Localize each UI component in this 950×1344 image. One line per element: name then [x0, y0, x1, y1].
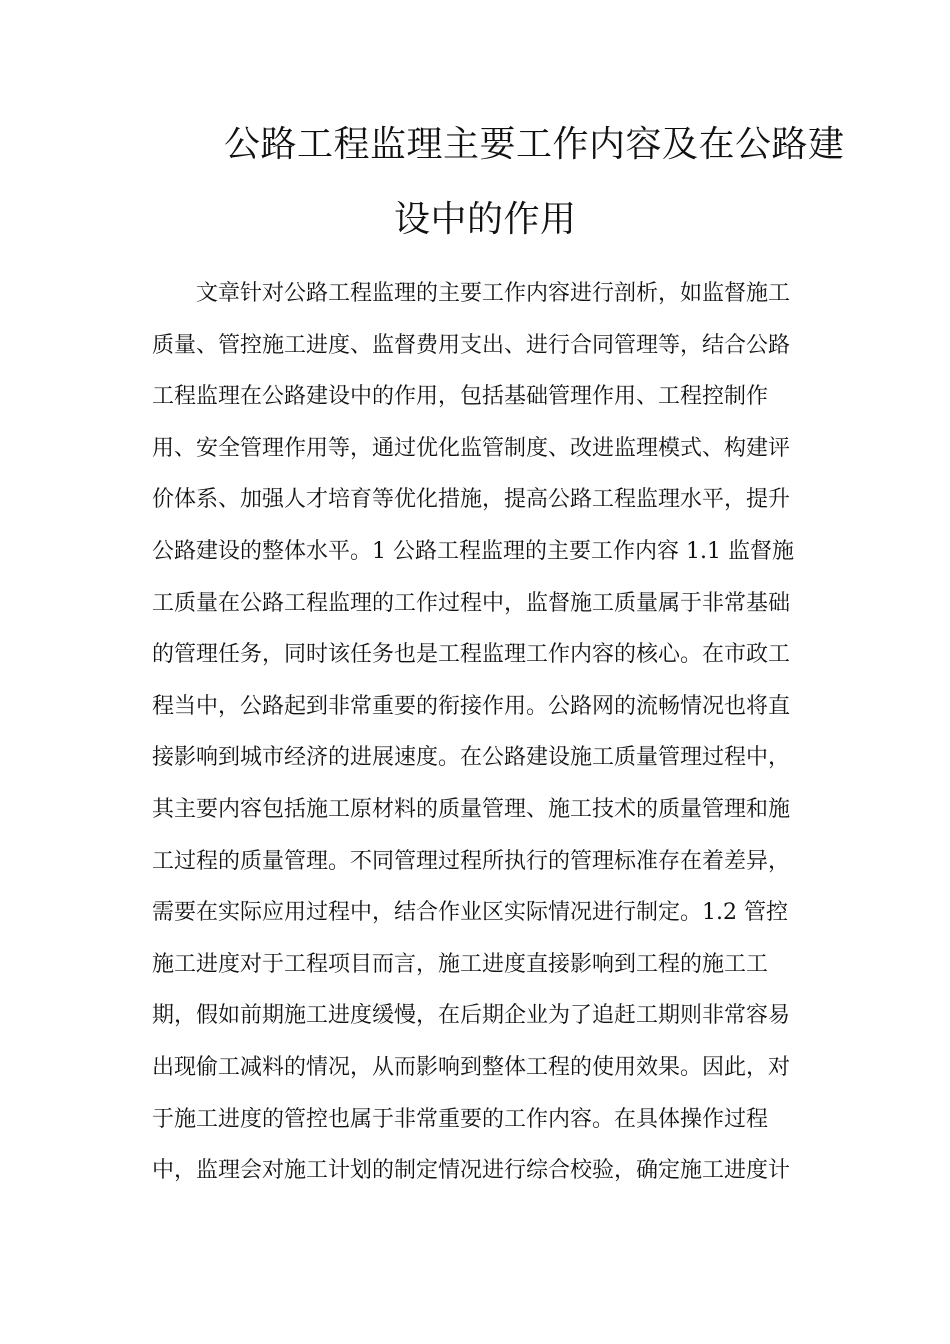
body-line: 期，假如前期施工进度缓慢，在后期企业为了追赶工期则非常容易: [152, 1003, 791, 1029]
body-line: 工质量在公路工程监理的工作过程中，监督施工质量属于非常基础: [152, 590, 791, 616]
document-title-line-1: 公路工程监理主要工作内容及在公路建: [224, 124, 845, 165]
body-line: 其主要内容包括施工原材料的质量管理、施工技术的质量管理和施: [152, 796, 791, 822]
body-line: 的管理任务，同时该任务也是工程监理工作内容的核心。在市政工: [152, 642, 791, 668]
body-line: 用、安全管理作用等，通过优化监管制度、改进监理模式、构建评: [152, 435, 791, 461]
body-line: 工过程的质量管理。不同管理过程所执行的管理标准存在着差异，: [152, 848, 791, 874]
document-body: [152, 279, 798, 1208]
body-line: 接影响到城市经济的进展速度。在公路建设施工质量管理过程中，: [152, 745, 791, 771]
body-line: 价体系、加强人才培育等优化措施，提高公路工程监理水平，提升: [152, 487, 791, 513]
document-title-line-2: 设中的作用: [394, 199, 577, 240]
body-line: 于施工进度的管控也属于非常重要的工作内容。在具体操作过程: [152, 1106, 769, 1132]
body-line: 中，监理会对施工计划的制定情况进行综合校验，确定施工进度计: [152, 1158, 791, 1184]
body-line: 工程监理在公路建设中的作用，包括基础管理作用、工程控制作: [152, 384, 769, 410]
body-line: 文章针对公路工程监理的主要工作内容进行剖析，如监督施工: [196, 281, 791, 306]
body-line: 出现偷工减料的情况，从而影响到整体工程的使用效果。因此，对: [152, 1054, 791, 1080]
body-line: 施工进度对于工程项目而言，施工进度直接影响到工程的施工工: [152, 951, 769, 977]
body-line: 质量、管控施工进度、监督费用支出、进行合同管理等，结合公路: [152, 332, 791, 358]
body-line: 程当中，公路起到非常重要的衔接作用。公路网的流畅情况也将直: [152, 693, 791, 719]
body-line: 公路建设的整体水平。1 公路工程监理的主要工作内容 1.1 监督施: [152, 538, 794, 564]
body-line: 需要在实际应用过程中，结合作业区实际情况进行制定。1.2 管控: [152, 900, 788, 926]
